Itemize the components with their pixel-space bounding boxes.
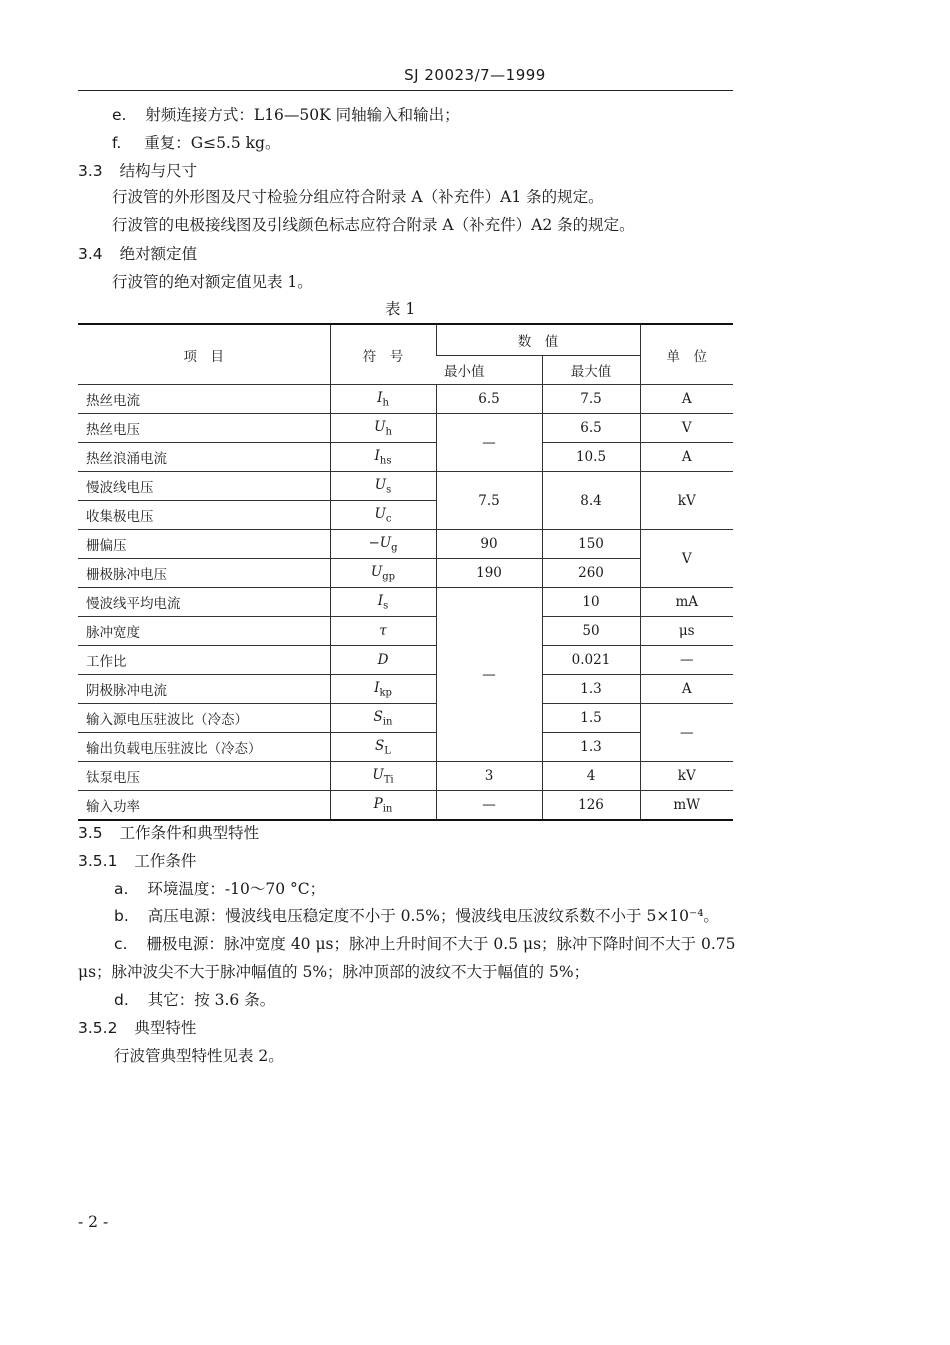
cell-max: 150 xyxy=(542,530,640,559)
cell-min: — xyxy=(436,414,542,472)
cell-max: 260 xyxy=(542,559,640,588)
item-mark: c. xyxy=(114,935,128,953)
cell-max: 10.5 xyxy=(542,443,640,472)
cell-min: 90 xyxy=(436,530,542,559)
table-row xyxy=(78,385,733,414)
cell-max: 1.3 xyxy=(542,675,640,704)
item-mark: a. xyxy=(114,880,129,898)
cell-item: 输入功率 xyxy=(78,791,330,821)
table-row xyxy=(78,472,733,501)
item-e xyxy=(112,103,460,125)
cell-symbol: $S_{in}$ xyxy=(330,704,436,733)
item-text: 射频连接方式：L16—50K 同轴输入和输出； xyxy=(145,106,460,124)
header-value: 数 值 xyxy=(436,324,640,356)
section-number: 3.4 xyxy=(78,245,103,263)
table-row xyxy=(78,762,733,791)
cell-unit: kV xyxy=(640,472,733,530)
document-header: SJ 20023/7—1999 xyxy=(404,66,546,84)
section-title: 结构与尺寸 xyxy=(119,162,198,180)
item-text: 栅极电源：脉冲宽度 40 μs；脉冲上升时间不大于 0.5 μs；脉冲下降时间不大于 0.75 xyxy=(146,935,736,953)
section-3-3-heading xyxy=(78,159,197,181)
cell-item: 输入源电压驻波比（冷态） xyxy=(78,704,330,733)
section-3-5-1-heading xyxy=(78,849,196,871)
cell-unit: — xyxy=(640,704,733,762)
section-number: 3.3 xyxy=(78,162,103,180)
table-row xyxy=(78,675,733,704)
cell-min: 3 xyxy=(436,762,542,791)
cell-min: 6.5 xyxy=(436,385,542,414)
header-rule xyxy=(78,90,733,91)
header-min: 最小值 xyxy=(436,356,542,385)
section-number: 3.5.2 xyxy=(78,1019,118,1037)
cell-symbol: $U_c$ xyxy=(330,501,436,530)
cell-unit: μs xyxy=(640,617,733,646)
cell-item: 栅极脉冲电压 xyxy=(78,559,330,588)
item-text: 其它：按 3.6 条。 xyxy=(147,991,276,1009)
cell-max: 4 xyxy=(542,762,640,791)
item-f xyxy=(112,131,280,153)
cell-symbol: $I_s$ xyxy=(330,588,436,617)
cell-item: 输出负载电压驻波比（冷态） xyxy=(78,733,330,762)
cell-min: — xyxy=(436,588,542,762)
table-row xyxy=(78,733,733,762)
header-item: 项 目 xyxy=(78,324,330,385)
section-title: 工作条件和典型特性 xyxy=(119,824,260,842)
cell-min: — xyxy=(436,791,542,821)
item-text: 重复：G≤5.5 kg。 xyxy=(144,134,281,152)
cell-unit: A xyxy=(640,443,733,472)
table-row xyxy=(78,588,733,617)
cell-max: 1.5 xyxy=(542,704,640,733)
cell-item: 收集极电压 xyxy=(78,501,330,530)
cell-symbol: D xyxy=(330,646,436,675)
condition-c xyxy=(114,932,735,954)
paragraph: 行波管的电极接线图及引线颜色标志应符合附录 A（补充件）A2 条的规定。 xyxy=(112,216,635,234)
header-max: 最大值 xyxy=(542,356,640,385)
cell-symbol: $U_{Ti}$ xyxy=(330,762,436,791)
cell-max: 1.3 xyxy=(542,733,640,762)
cell-unit: mW xyxy=(640,791,733,821)
cell-min: 7.5 xyxy=(436,472,542,530)
ratings-table xyxy=(78,323,733,821)
section-number: 3.5 xyxy=(78,824,103,842)
header-symbol: 符 号 xyxy=(330,324,436,385)
cell-max: 8.4 xyxy=(542,472,640,530)
cell-item: 工作比 xyxy=(78,646,330,675)
condition-d xyxy=(114,988,275,1010)
section-3-5-heading xyxy=(78,821,259,843)
cell-symbol: $U_{gp}$ xyxy=(330,559,436,588)
cell-symbol: $I_{kp}$ xyxy=(330,675,436,704)
cell-symbol: $S_L$ xyxy=(330,733,436,762)
item-mark: e. xyxy=(112,106,127,124)
condition-a xyxy=(114,877,325,899)
table-row xyxy=(78,530,733,559)
section-title: 绝对额定值 xyxy=(119,245,198,263)
cell-item: 热丝浪涌电流 xyxy=(78,443,330,472)
cell-item: 脉冲宽度 xyxy=(78,617,330,646)
cell-unit: kV xyxy=(640,762,733,791)
cell-unit: — xyxy=(640,646,733,675)
section-number: 3.5.1 xyxy=(78,852,118,870)
cell-max: 7.5 xyxy=(542,385,640,414)
cell-max: 0.021 xyxy=(542,646,640,675)
cell-item: 慢波线平均电流 xyxy=(78,588,330,617)
table-row xyxy=(78,646,733,675)
section-3-5-2-heading xyxy=(78,1016,196,1038)
item-text: 高压电源：慢波线电压稳定度不小于 0.5%；慢波线电压波纹系数不小于 5×10⁻⁴。 xyxy=(147,907,719,925)
cell-max: 50 xyxy=(542,617,640,646)
cell-min: 190 xyxy=(436,559,542,588)
condition-b xyxy=(114,904,719,926)
section-3-4-heading xyxy=(78,242,197,264)
cell-symbol: $I_h$ xyxy=(330,385,436,414)
cell-item: 热丝电流 xyxy=(78,385,330,414)
cell-item: 阴极脉冲电流 xyxy=(78,675,330,704)
table-row xyxy=(78,414,733,443)
item-mark: d. xyxy=(114,991,129,1009)
paragraph: 行波管的绝对额定值见表 1。 xyxy=(112,273,313,291)
cell-symbol: $U_s$ xyxy=(330,472,436,501)
cell-symbol: $U_h$ xyxy=(330,414,436,443)
header-unit: 单 位 xyxy=(640,324,733,385)
section-title: 工作条件 xyxy=(134,852,197,870)
condition-c-continued: μs；脉冲波尖不大于脉冲幅值的 5%；脉冲顶部的波纹不大于幅值的 5%； xyxy=(78,963,590,981)
table-row xyxy=(78,443,733,472)
table-row xyxy=(78,704,733,733)
table-row xyxy=(78,617,733,646)
cell-item: 栅偏压 xyxy=(78,530,330,559)
cell-symbol: $P_{in}$ xyxy=(330,791,436,821)
item-mark: f. xyxy=(112,134,122,152)
cell-max: 6.5 xyxy=(542,414,640,443)
item-mark: b. xyxy=(114,907,129,925)
cell-symbol: τ xyxy=(330,617,436,646)
cell-unit: V xyxy=(640,530,733,588)
cell-max: 126 xyxy=(542,791,640,821)
table-caption: 表 1 xyxy=(385,300,416,318)
cell-unit: A xyxy=(640,385,733,414)
cell-unit: V xyxy=(640,414,733,443)
cell-unit: A xyxy=(640,675,733,704)
cell-item: 热丝电压 xyxy=(78,414,330,443)
cell-max: 10 xyxy=(542,588,640,617)
table-row xyxy=(78,559,733,588)
cell-symbol: $I_{hs}$ xyxy=(330,443,436,472)
section-title: 典型特性 xyxy=(134,1019,197,1037)
cell-item: 钛泵电压 xyxy=(78,762,330,791)
cell-symbol: $-U_g$ xyxy=(330,530,436,559)
cell-unit: mA xyxy=(640,588,733,617)
paragraph: 行波管典型特性见表 2。 xyxy=(114,1047,284,1065)
page-number: - 2 - xyxy=(78,1213,109,1231)
item-text: 环境温度：-10～70 °C； xyxy=(147,880,326,898)
paragraph: 行波管的外形图及尺寸检验分组应符合附录 A（补充件）A1 条的规定。 xyxy=(112,188,604,206)
cell-item: 慢波线电压 xyxy=(78,472,330,501)
table-row xyxy=(78,791,733,821)
